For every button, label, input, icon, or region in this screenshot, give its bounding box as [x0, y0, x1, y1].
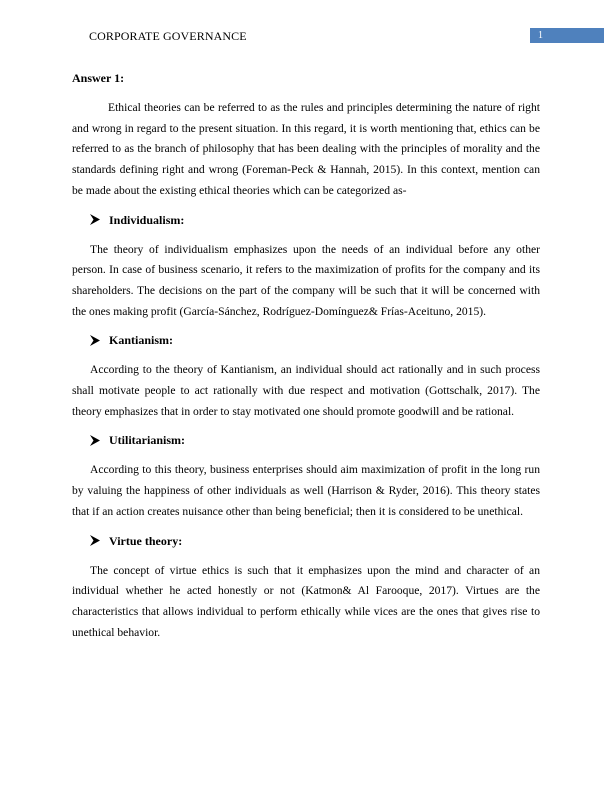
- section-heading-label: Individualism:: [109, 212, 185, 227]
- arrowhead-bullet-icon: [90, 214, 100, 225]
- intro-paragraph: Ethical theories can be referred to as the rules and principles determining the nature of right and wrong in regard to the present situation. In this regard, it is worth mentioning that, ethics can be referred to as the branch of philosophy that has been dealing with the principles of morality and the standards defining right and wrong (Foreman-Peck & Hannah, 2015). In this context, mention can be made about the existing ethical theories which can be categorized as-: [72, 101, 540, 197]
- running-header: CORPORATE GOVERNANCE: [89, 29, 247, 43]
- document-body: [72, 70, 540, 643]
- section-paragraph-individualism: The theory of individualism emphasizes upon the needs of an individual before any other person. In case of business scenario, it refers to the maximization of profits for the company and its shareholders. The decisions on the part of the company will be such that it will be concerned with the ones making profit (García-Sánchez, Rodríguez-Domínguez& Frías-Aceituno, 2015).: [72, 242, 540, 318]
- section-heading-individualism: [90, 212, 540, 228]
- page-number: 1: [530, 28, 604, 43]
- arrowhead-bullet-icon: [90, 535, 100, 546]
- section-heading-label: Kantianism:: [109, 333, 174, 348]
- section-paragraph-virtue-theory: The concept of virtue ethics is such that it emphasizes upon the mind and character of an individual whether he acted honestly or not (Katmon& Al Farooque, 2017). Virtues are the characteristics that allows individual to perform ethically while vices are the ones that gives rise to unethical behavior.: [72, 563, 540, 639]
- section-paragraph-utilitarianism: According to this theory, business enterprises should aim maximization of profit in the long run by valuing the happiness of other individuals as well (Harrison & Ryder, 2016). This theory states that if an action creates nuisance other than being beneficial; then it is considered to be unethical.: [72, 463, 540, 518]
- section-heading-utilitarianism: [90, 432, 540, 448]
- section-heading-virtue-theory: [90, 533, 540, 549]
- section-paragraph-kantianism: According to the theory of Kantianism, an individual should act rationally and in such process shall motivate people to act rationally with due respect and motivation (Gottschalk, 2017). The theory emphasizes that in order to stay motivated one should promote goodwill and be rational.: [72, 363, 540, 418]
- section-heading-label: Virtue theory:: [109, 533, 183, 548]
- arrowhead-bullet-icon: [90, 435, 100, 446]
- section-heading-kantianism: [90, 332, 540, 348]
- section-heading-label: Utilitarianism:: [109, 433, 185, 448]
- answer-heading: Answer 1:: [72, 71, 125, 85]
- arrowhead-bullet-icon: [90, 335, 100, 346]
